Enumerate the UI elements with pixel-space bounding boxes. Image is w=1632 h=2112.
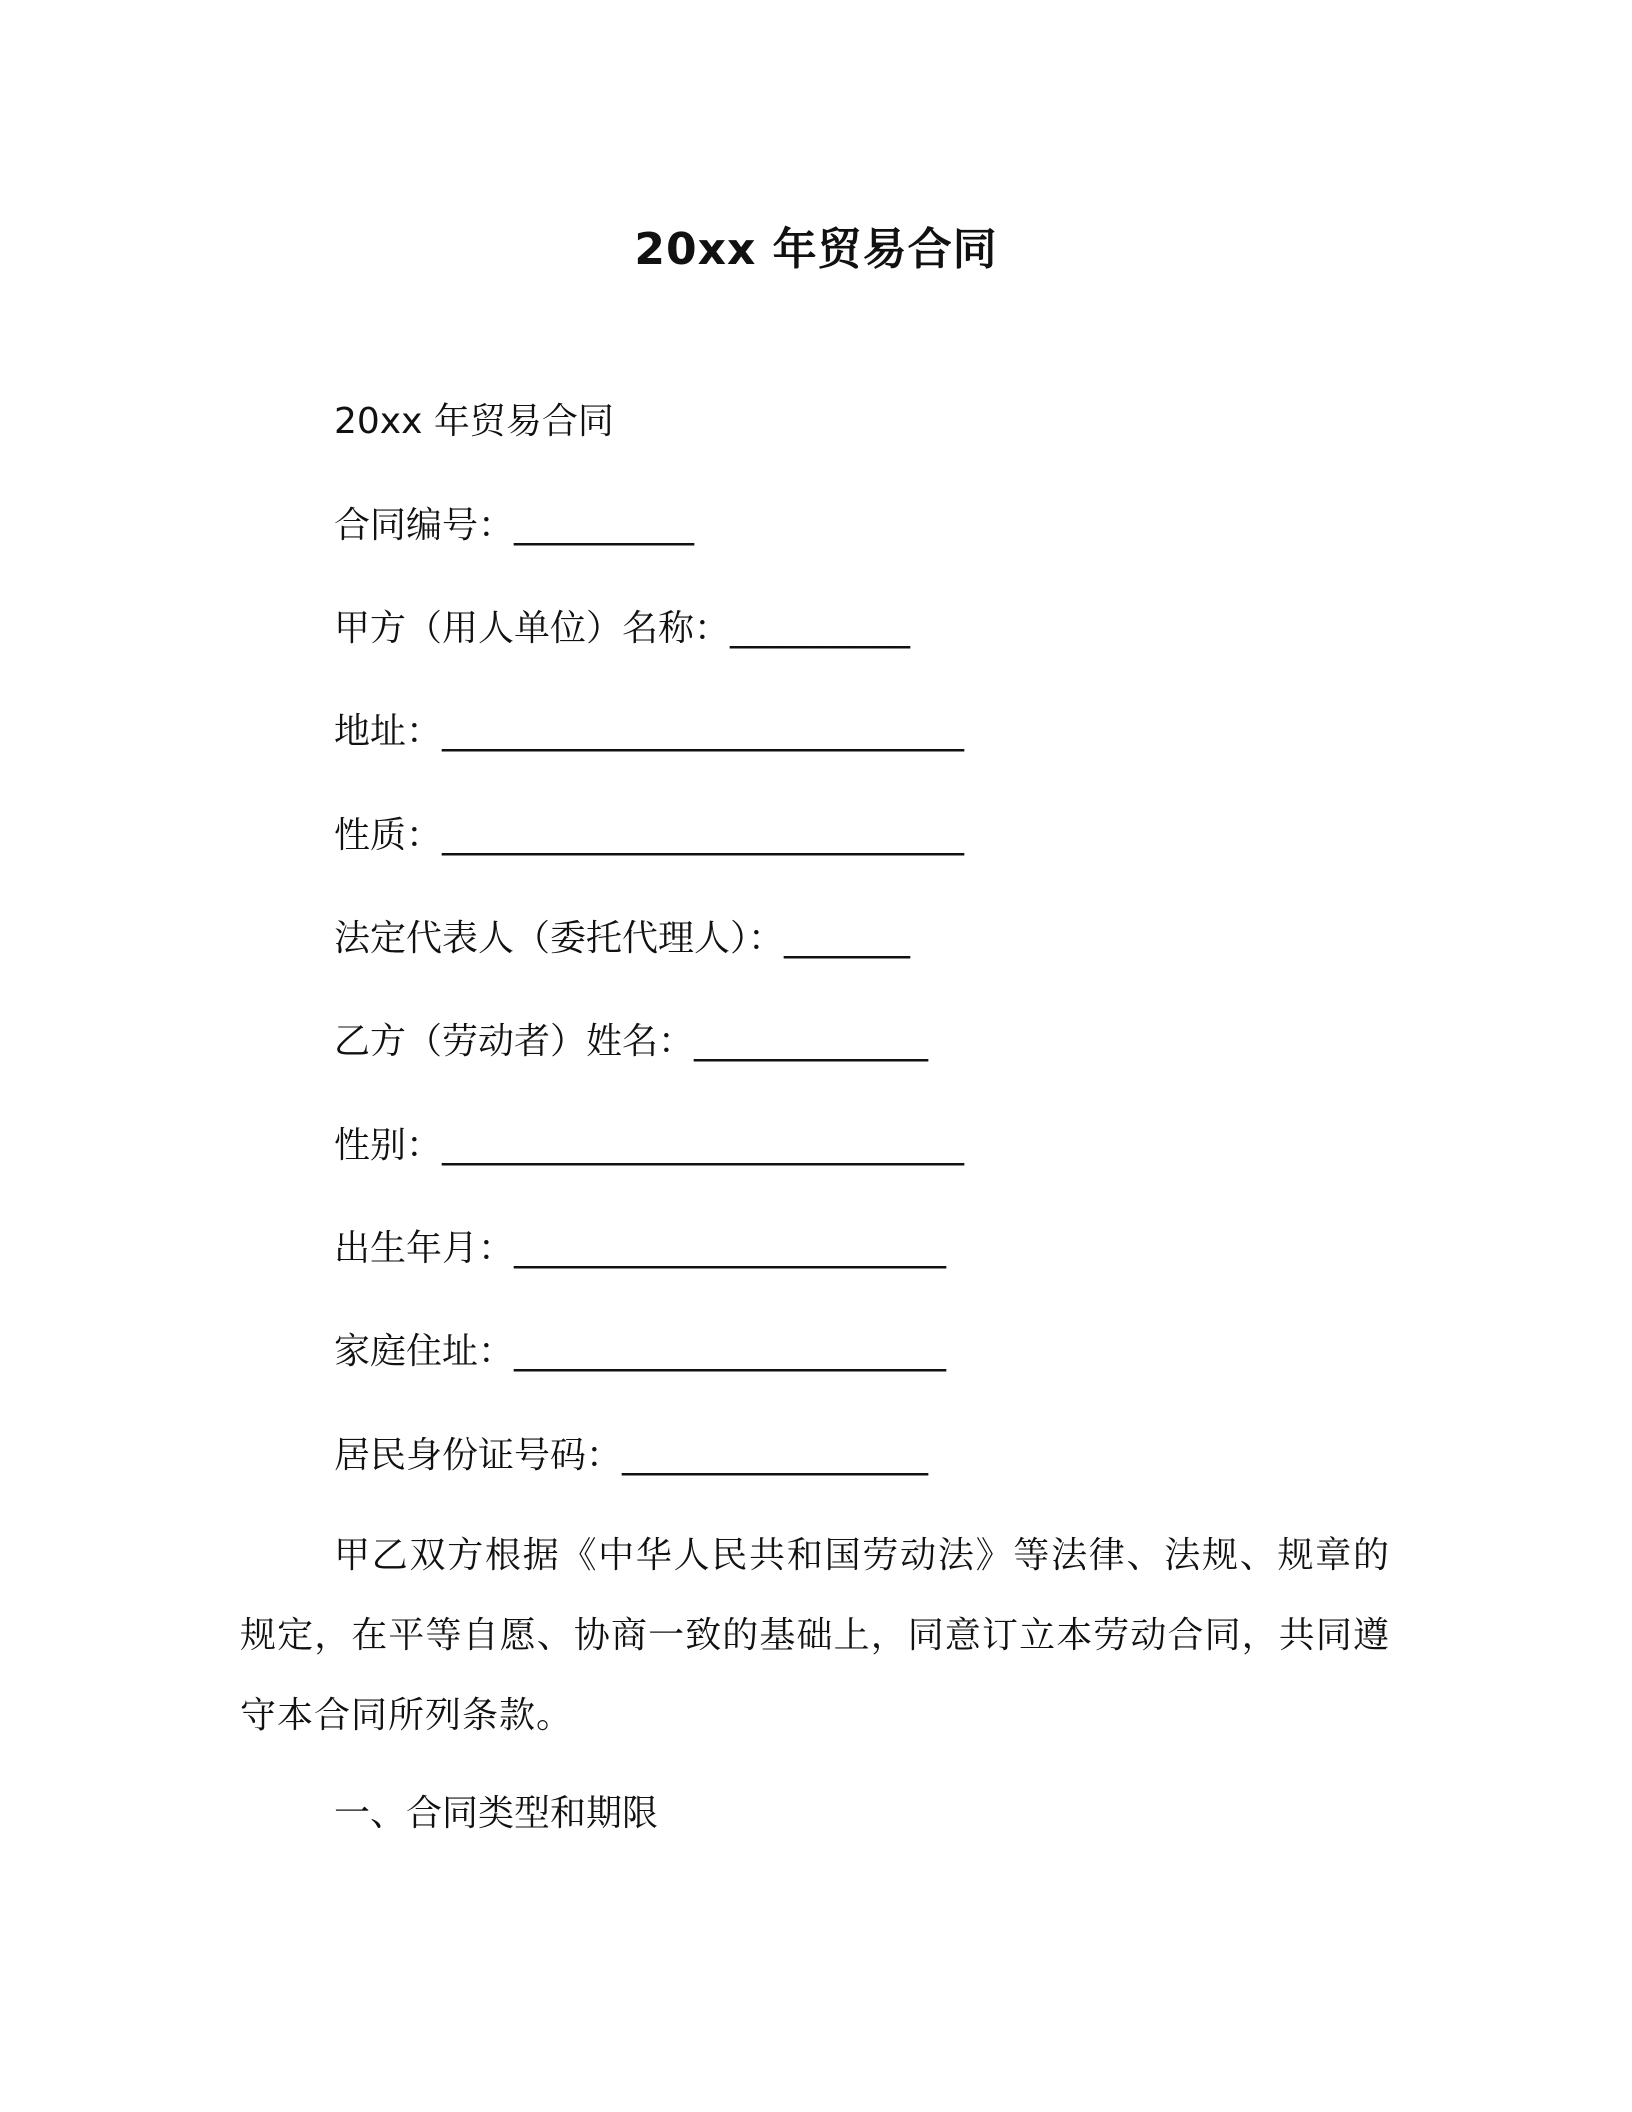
field-label: 法定代表人（委托代理人）： [334, 918, 785, 959]
field-contract-number [334, 502, 694, 550]
field-party-a-name [334, 605, 910, 653]
subtitle-line [334, 398, 614, 446]
field-label: 性别： [334, 1125, 443, 1166]
field-blank: __________ [730, 608, 911, 649]
field-gender [334, 1122, 964, 1170]
field-blank: _____________________________ [442, 1125, 965, 1166]
document-title: 20xx 年贸易合同 [634, 224, 998, 275]
field-label: 家庭住址： [334, 1331, 515, 1372]
field-label: 居民身份证号码： [334, 1435, 623, 1476]
field-blank: ________________________ [514, 1331, 947, 1372]
subtitle-text: 20xx 年贸易合同 [334, 401, 614, 442]
field-nature [334, 812, 964, 860]
field-label: 合同编号： [334, 505, 515, 546]
field-label: 性质： [334, 815, 443, 856]
field-blank: __________ [514, 505, 695, 546]
field-home-address [334, 1328, 946, 1376]
field-label: 甲方（用人单位）名称： [334, 608, 731, 649]
section-heading: 一、合同类型和期限 [334, 1793, 659, 1834]
field-blank: _________________ [622, 1435, 929, 1476]
field-blank: _______ [784, 918, 911, 959]
field-blank: _____________ [694, 1021, 929, 1062]
field-label: 地址： [334, 711, 443, 752]
field-blank: _____________________________ [442, 711, 965, 752]
field-address [334, 708, 964, 756]
field-id-number [334, 1432, 928, 1480]
preamble-paragraph: 甲乙双方根据《中华人民共和国劳动法》等法律、法规、规章的规定，在平等自愿、协商一致的基础上，同意订立本劳动合同，共同遵守本合同所列条款。 [240, 1535, 1390, 1736]
field-birth-date [334, 1225, 946, 1273]
field-label: 乙方（劳动者）姓名： [334, 1021, 695, 1062]
field-legal-representative [334, 915, 910, 963]
field-blank: _____________________________ [442, 815, 965, 856]
field-label: 出生年月： [334, 1228, 515, 1269]
field-party-b-name [334, 1018, 928, 1066]
field-blank: ________________________ [514, 1228, 947, 1269]
